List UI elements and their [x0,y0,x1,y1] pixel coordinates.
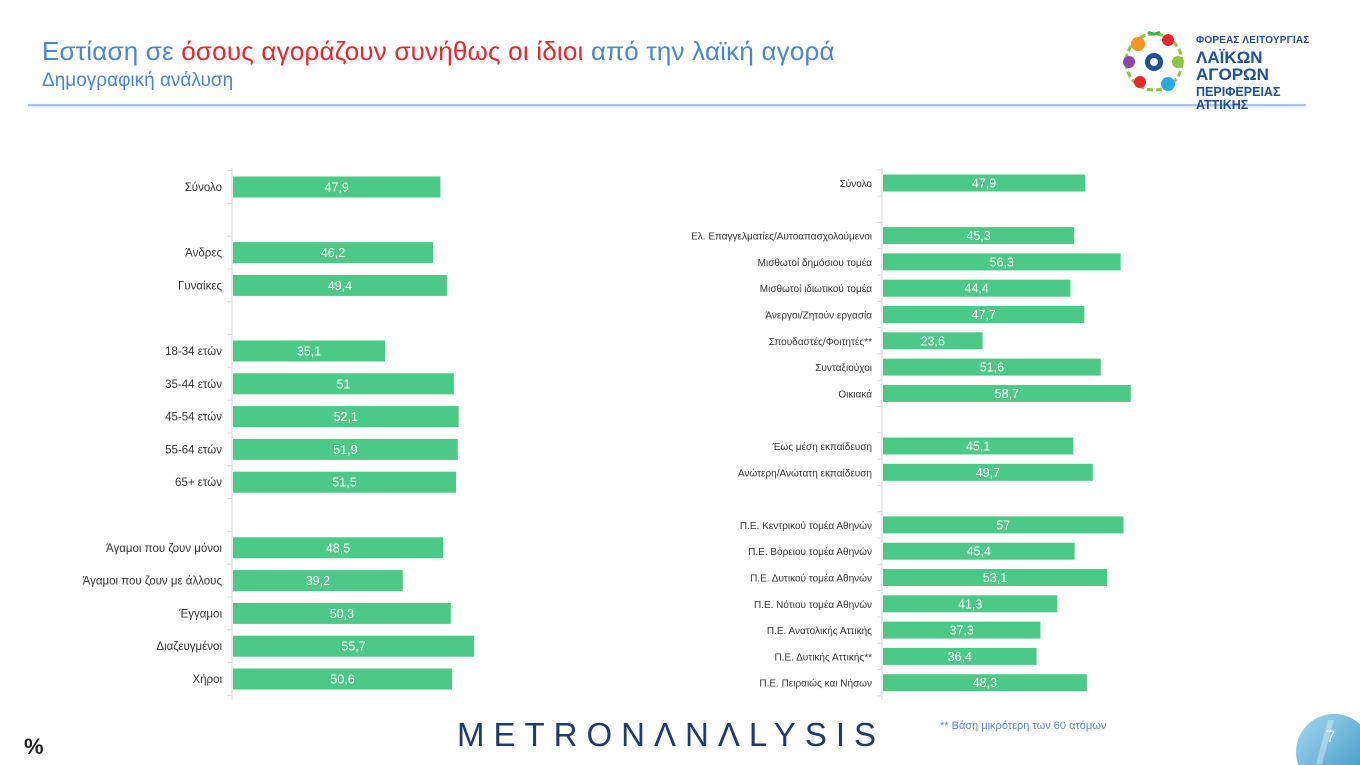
right-category-label: Π.Ε. Δυτικής Αττικής** [774,652,872,664]
left-value-label: 51,9 [333,442,358,457]
left-category-label: 18-34 ετών [165,346,222,358]
footnote: ** Βάση μικρότερη των 60 ατόμων [940,720,1107,732]
right-category-label: Έως μέση εκπαίδευση [772,442,872,453]
right-value-label: 45,3 [966,229,991,244]
left-value-label: 50,3 [329,606,355,621]
right-category-label: Π.Ε. Νότιου τομέα Αθηνών [753,599,872,611]
left-category-label: 35-44 ετών [165,378,222,391]
title-prefix: Εστίαση σε [42,36,182,66]
left-category-label: Χήροι [192,674,222,686]
right-category-label: Π.Ε. Βόρειου τομέα Αθηνών [748,547,872,559]
right-value-label: 41,3 [957,597,983,612]
right-category-label: Π.Ε. Κεντρικού τομέα Αθηνών [739,520,872,532]
right-value-label: 51,6 [979,360,1005,375]
left-value-label: 50,6 [330,672,355,687]
left-category-label: Άγαμοι που ζουν μόνοι [106,542,222,555]
left-category-label: Έγγαμοι [179,608,222,621]
left-category-label: Διαζευγμένοι [156,641,222,654]
left-category-label: 45-54 ετών [165,411,222,424]
logo-line-2: ΛΑΪΚΩΝ ΑΓΟΡΩΝ [1196,48,1269,84]
left-value-label: 46,2 [320,246,346,261]
left-category-label: Άνδρες [185,247,222,260]
left-value-label: 51 [336,377,351,392]
right-value-label: 23,6 [920,334,945,349]
right-value-label: 58,7 [994,386,1020,401]
page-subtitle: Δημογραφική ανάλυση [42,70,234,91]
chart-left [83,168,475,700]
title-highlight: όσους αγοράζουν συνήθως οι ίδιοι [181,36,584,66]
left-category-label: Άγαμοι που ζουν με άλλους [82,575,222,588]
left-value-label: 49,4 [327,278,353,293]
left-category-label: 65+ ετών [175,477,222,490]
title-suffix: από την λαϊκή αγορά [583,36,835,66]
right-category-label: Ελ. Επαγγελματίες/Αυτοαπασχολούμενοι [691,231,872,243]
chart-right [691,168,1131,700]
right-category-label: Σπουδαστές/Φοιτητές** [768,336,872,348]
right-value-label: 44,4 [964,281,989,296]
logo-line-3: ΠΕΡΙΦΕΡΕΙΑΣ ΑΤΤΙΚΗΣ [1196,85,1281,112]
right-category-label: Π.Ε. Ανατολικής Αττικής [766,626,872,638]
right-category-label: Οικιακά [838,389,872,401]
right-category-label: Μισθωτοί δημόσιου τομέα [757,257,872,269]
left-value-label: 48,5 [325,541,351,556]
left-value-label: 51,5 [332,475,357,490]
left-value-label: 52,1 [333,410,358,425]
left-category-label: Γυναίκες [178,280,222,293]
right-value-label: 47,7 [971,308,996,322]
logo-line-1: ΦΟΡΕΑΣ ΛΕΙΤΟΥΡΓΙΑΣ [1196,35,1310,46]
left-value-label: 39,2 [305,574,331,589]
left-category-label: Σύνολο [184,182,222,194]
right-value-label: 56,3 [989,255,1014,270]
page-number: 7 [1326,727,1336,746]
right-value-label: 57 [996,518,1011,533]
right-category-label: Π.Ε. Δυτικού τομέα Αθηνών [750,573,872,585]
right-value-label: 45,4 [966,544,991,559]
right-value-label: 48,3 [972,676,998,691]
unit-label: % [24,734,44,759]
right-value-label: 45,1 [965,439,991,454]
right-category-label: Π.Ε. Πειραιώς και Νήσων [759,678,872,690]
right-category-label: Σύνολο [839,179,872,190]
left-value-label: 55,7 [341,639,366,654]
right-value-label: 36,4 [947,649,972,664]
right-value-label: 53,1 [982,571,1008,585]
right-category-label: Ανώτερη/Ανώτατη εκπαίδευση [737,468,872,480]
left-value-label: 35,1 [296,344,322,359]
right-value-label: 47,9 [971,176,997,191]
left-value-label: 47,9 [324,180,349,195]
right-value-label: 37,3 [949,623,974,638]
brand-wordmark: METRONΛNΛLYSIS [457,716,886,753]
left-category-label: 55-64 ετών [165,444,222,457]
right-value-label: 49,7 [975,465,1001,480]
right-category-label: Συνταξιούχοι [815,363,872,375]
right-category-label: Μισθωτοί ιδιωτικού τομέα [759,284,872,296]
right-category-label: Άνεργοι/Ζητούν εργασία [765,310,872,322]
